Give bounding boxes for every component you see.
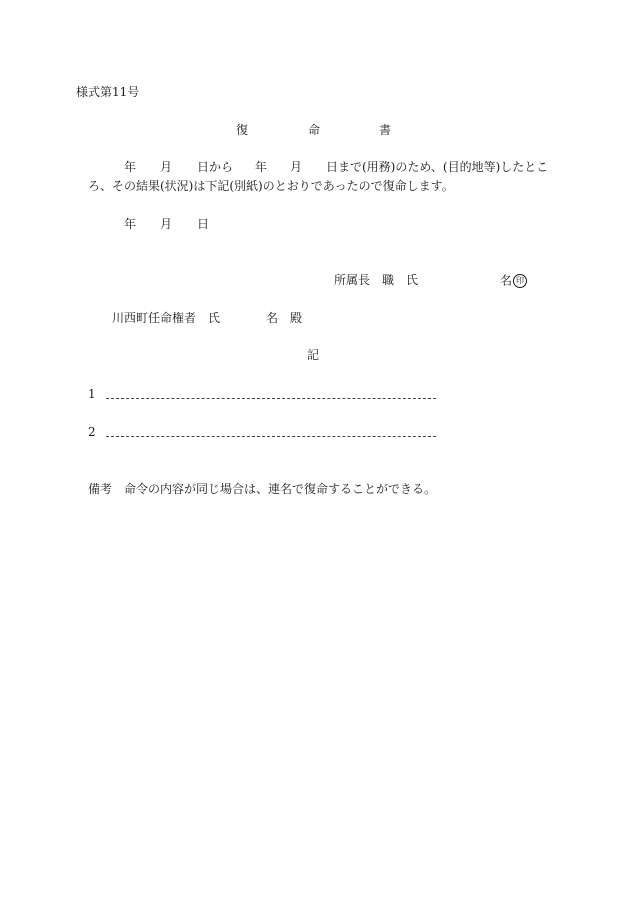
- body-month: 月: [160, 160, 173, 174]
- reporter-label: 所属長 職 氏: [334, 273, 419, 287]
- reporter-name-char: 名: [500, 273, 513, 288]
- title-char-3: 書: [379, 123, 392, 137]
- addressee-title: 川西町任命権者 氏: [112, 311, 221, 325]
- date-year: 年: [124, 217, 137, 231]
- item-number-1: 1: [88, 387, 96, 401]
- form-number: 様式第11号: [76, 85, 140, 99]
- addressee-name: 名 殿: [266, 311, 303, 325]
- reporter-name-field: [500, 274, 527, 288]
- item-line-1: [106, 398, 436, 399]
- item-line-2: [106, 436, 436, 437]
- ki-heading: 記: [307, 348, 320, 362]
- body-to-purpose: 日まで(用務)のため、(目的地等)したとこ: [326, 160, 549, 174]
- date-day: 日: [197, 217, 210, 231]
- body-month-2: 月: [290, 160, 303, 174]
- seal-mark: 印: [513, 274, 527, 288]
- title-char-2: 命: [308, 123, 321, 137]
- item-number-2: 2: [88, 425, 96, 439]
- title-char-1: 復: [236, 123, 249, 137]
- body-year-2: 年: [255, 160, 268, 174]
- body-line-2: ろ、その結果(状況)は下記(別紙)のとおりであったので復命します。: [88, 179, 454, 193]
- note: 備考 命令の内容が同じ場合は、連名で復命することができる。: [88, 482, 437, 496]
- date-month: 月: [160, 217, 173, 231]
- body-year: 年: [124, 160, 137, 174]
- body-from: 日から: [197, 160, 234, 174]
